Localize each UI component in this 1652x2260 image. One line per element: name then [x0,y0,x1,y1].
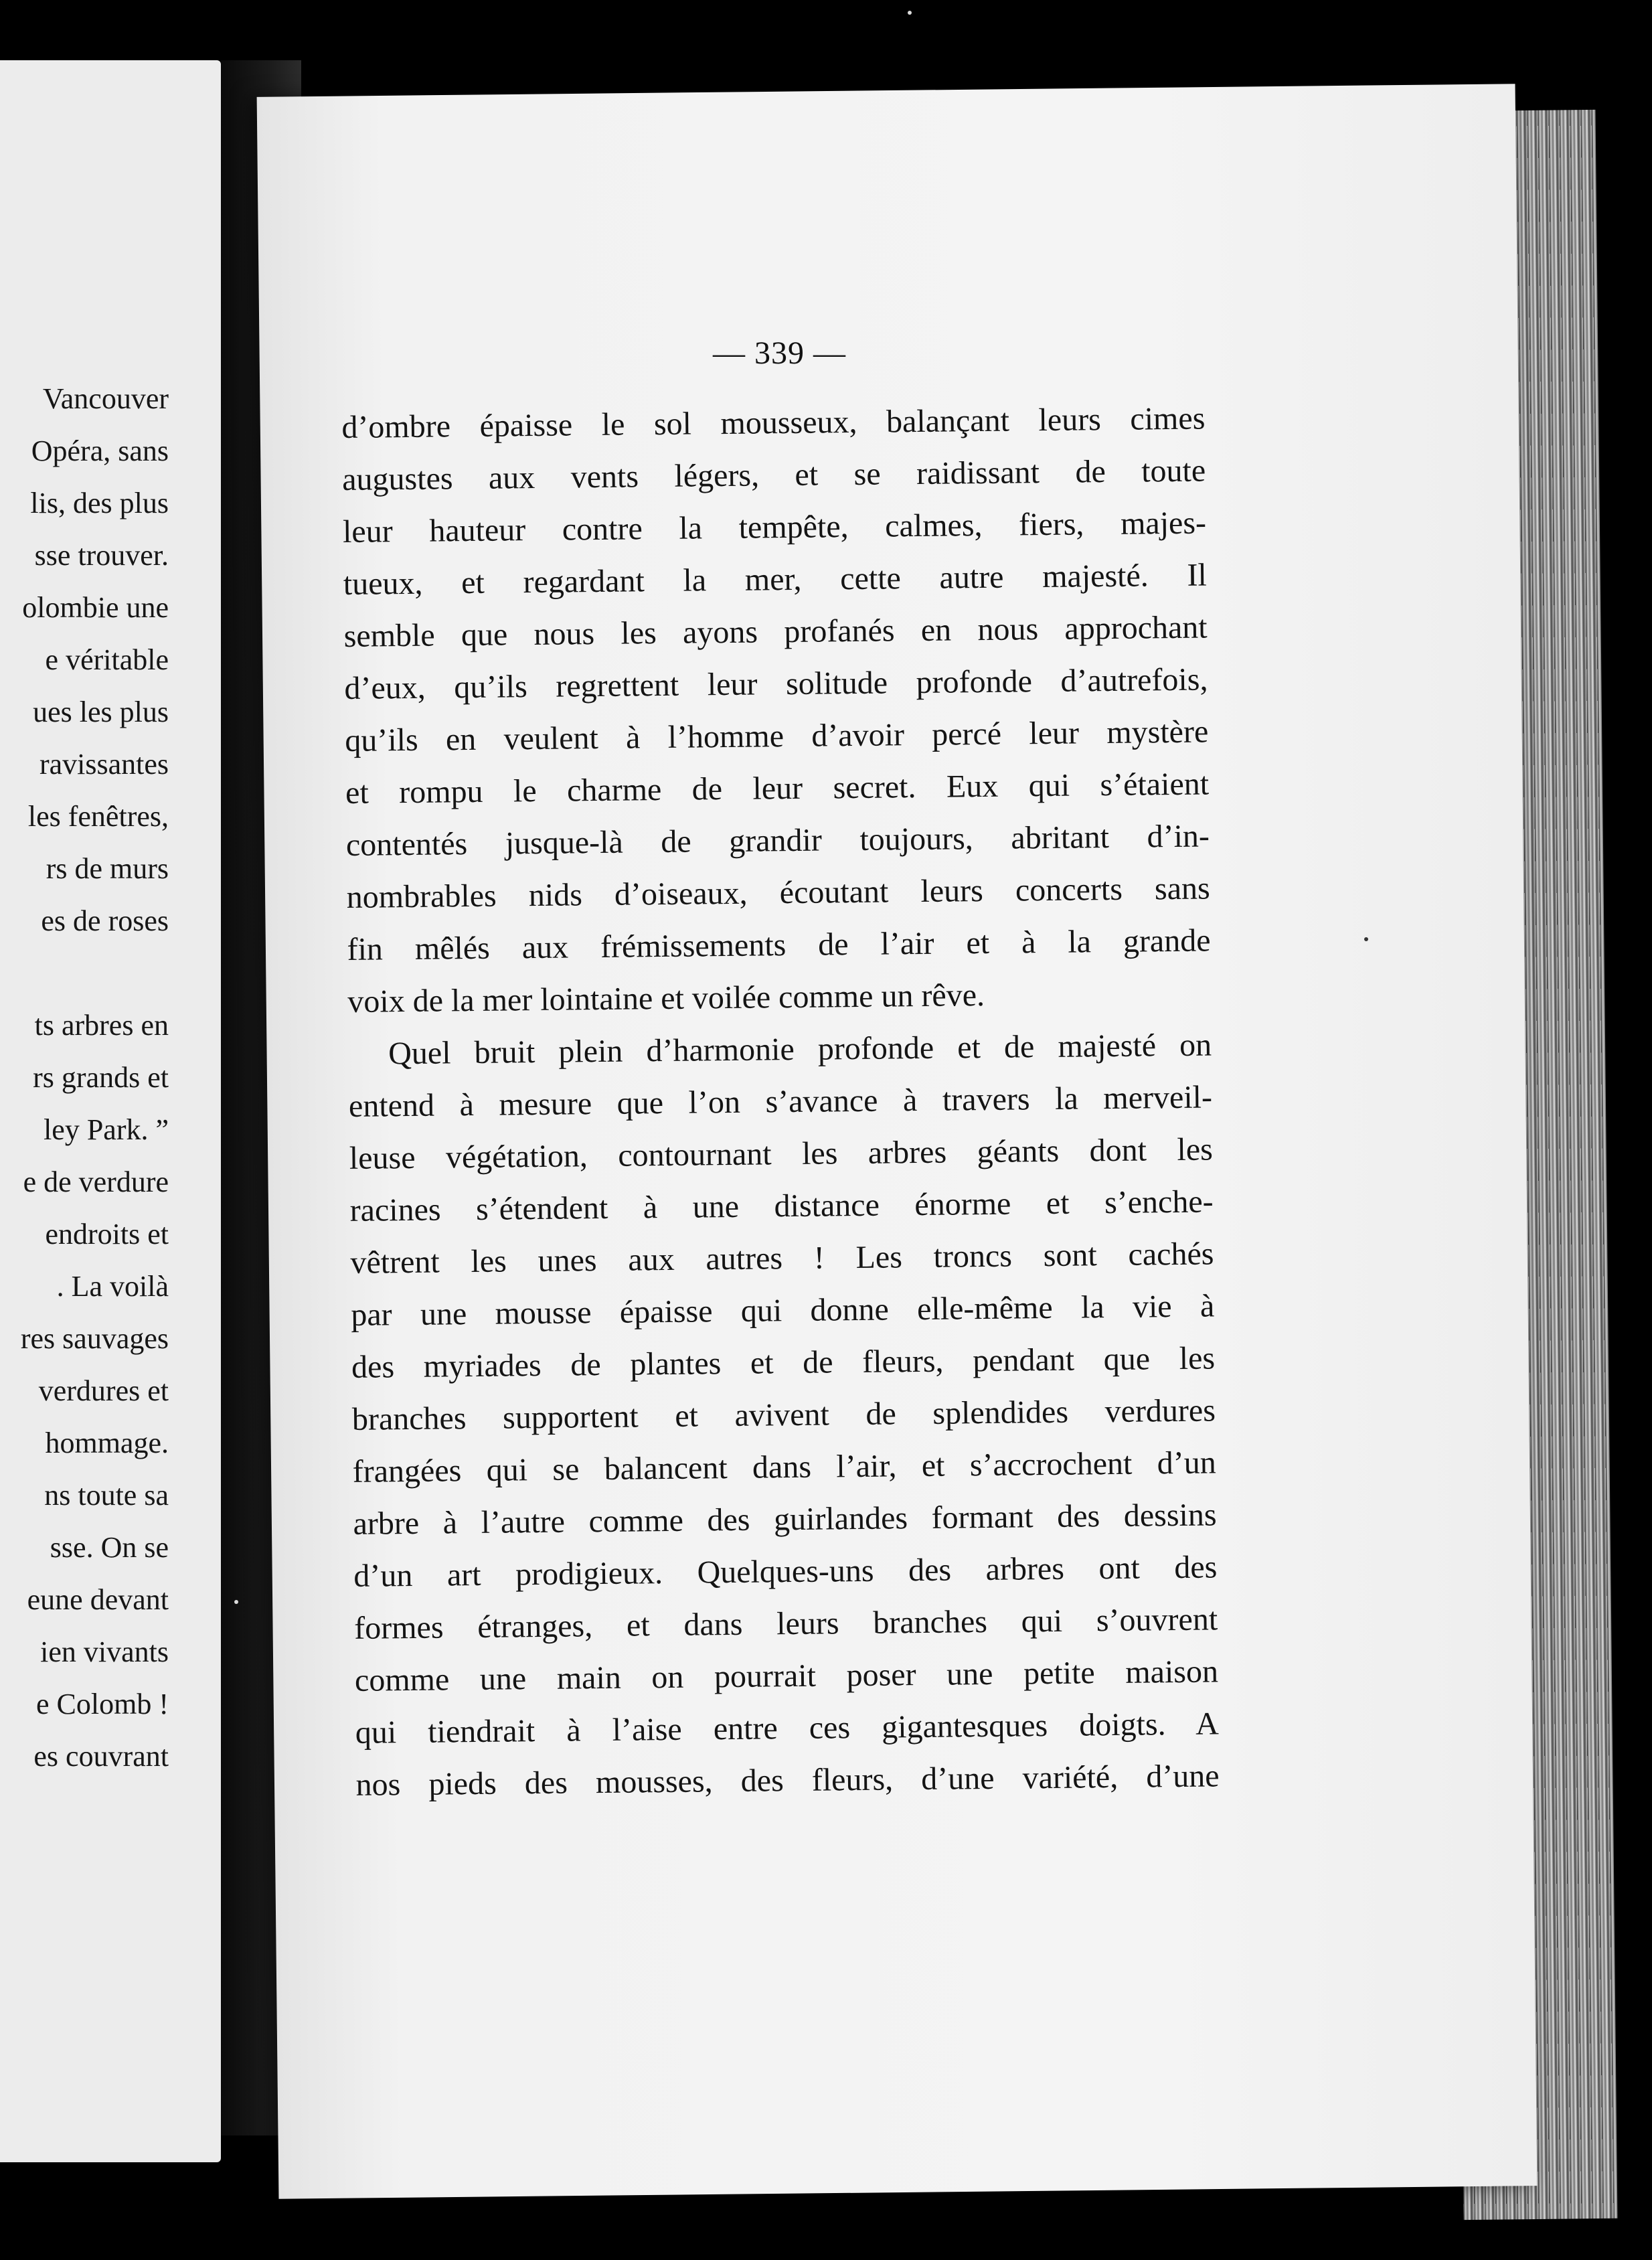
text-line: leuse végétation, contournant les arbres géants dont les [349,1131,1214,1176]
text-line: nos pieds des mousses, des fleurs, d’une variété, d’une [355,1758,1220,1803]
left-facing-page [0,60,221,2162]
left-page-line: es couvrant [33,1740,169,1773]
text-line: nombrables nids d’oiseaux, écoutant leurs concerts sans [346,870,1210,915]
text-line: par une mousse épaisse qui donne elle-même la vie à [351,1288,1215,1333]
text-line: d’ombre épaisse le sol mousseux, balançant leurs cimes [341,400,1206,445]
left-page-line: eune devant [27,1583,169,1616]
text-line: qu’ils en veulent à l’homme d’avoir percé leur mystère [345,714,1209,758]
left-page-line: ien vivants [40,1635,169,1668]
left-page-line: lis, des plus [30,487,169,519]
paragraph-start-line: Quel bruit plein d’harmonie profonde et de majesté on [388,1027,1212,1072]
scan-speck [908,11,912,15]
page-number: — 339 — [713,335,846,371]
left-page-line: es de roses [41,904,169,937]
left-page-line: ues les plus [33,696,169,728]
text-line: fin mêlés aux frémissements de l’air et à la grande [347,922,1211,967]
text-line: vêtrent les unes aux autres ! Les troncs sont cachés [350,1236,1214,1281]
text-line: arbre à l’autre comme des guirlandes formant des dessins [353,1497,1217,1542]
text-line: qui tiendrait à l’aise entre ces gigantesques doigts. A [355,1706,1220,1751]
text-line: augustes aux vents légers, et se raidissant de toute [341,453,1206,497]
left-page-line: e de verdure [23,1165,169,1198]
left-page-line: verdures et [38,1374,169,1407]
left-page-line: sse. On se [50,1531,169,1564]
scan-speck [234,1600,238,1604]
left-page-line: . La voilà [56,1270,169,1303]
left-page-line: rs de murs [46,852,169,885]
text-line: d’un art prodigieux. Quelques-uns des arbres ont des [353,1549,1218,1594]
left-page-line: ravissantes [39,748,169,781]
left-page-line: olombie une [22,591,169,624]
left-page-line: Opéra, sans [31,434,169,467]
text-line: entend à mesure que l’on s’avance à travers la merveil- [348,1079,1213,1124]
text-line: et rompu le charme de leur secret. Eux qui s’étaient [345,766,1210,811]
left-page-line: les fenêtres, [27,800,169,833]
scan-speck [1364,937,1368,941]
left-page-line: hommage. [45,1427,169,1459]
left-page-line: ns toute sa [44,1479,169,1512]
page-body-text [341,392,1220,1811]
text-line: contentés jusque-là de grandir toujours, abritant d’in- [345,818,1210,863]
left-page-line: Vancouver [42,382,169,415]
text-line: comme une main on pourrait poser une petite maison [354,1653,1219,1698]
text-line: racines s’étendent à une distance énorme et s’enche- [349,1184,1214,1228]
left-page-line: sse trouver. [34,539,169,572]
text-line: d’eux, qu’ils regrettent leur solitude profonde d’autrefois, [344,661,1208,706]
text-line: formes étranges, et dans leurs branches qui s’ouvrent [353,1601,1218,1646]
left-page-line: endroits et [45,1218,169,1250]
left-page-line: e véritable [45,643,169,676]
text-line: des myriades de plantes et de fleurs, pendant que les [351,1340,1216,1385]
text-line: branches supportent et avivent de splendides verdures [351,1392,1216,1437]
text-line: frangées qui se balancent dans l’air, et s’accrochent d’un [352,1445,1216,1489]
left-page-line: e Colomb ! [36,1688,169,1720]
left-page-line: rs grands et [33,1061,169,1094]
text-line: semble que nous les ayons profanés en nous approchant [343,609,1208,654]
left-page-line: res sauvages [20,1322,169,1355]
left-page-line: ts arbres en [34,1009,169,1042]
text-line: tueux, et regardant la mer, cette autre majesté. Il [343,557,1208,602]
left-page-line: ley Park. ” [44,1113,169,1146]
text-line: leur hauteur contre la tempête, calmes, fiers, majes- [342,505,1207,550]
text-line: voix de la mer lointaine et voilée comme un rêve. [347,977,985,1020]
